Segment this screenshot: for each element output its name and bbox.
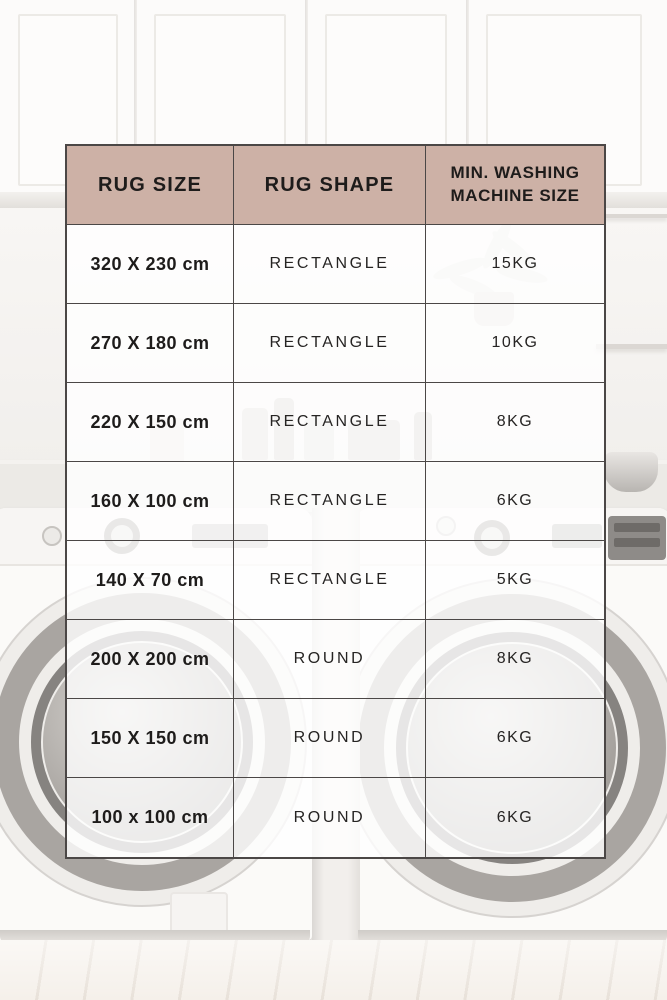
open-shelf: [596, 344, 667, 349]
ge-logo-badge: [42, 526, 62, 546]
table-cell-machine: 5KG: [426, 541, 604, 620]
table-cell-shape: RECTANGLE: [234, 225, 426, 304]
metal-bowl: [604, 452, 658, 492]
open-shelf: [604, 214, 667, 218]
table-cell-shape: RECTANGLE: [234, 541, 426, 620]
table-cell-size: 200 X 200 cm: [67, 620, 234, 699]
table-cell-size: 160 X 100 cm: [67, 462, 234, 541]
table-cell-size: 150 X 150 cm: [67, 699, 234, 778]
table-cell-machine: 15KG: [426, 225, 604, 304]
column-header-rug-shape: RUG SHAPE: [234, 146, 426, 225]
table-cell-size: 140 X 70 cm: [67, 541, 234, 620]
washer-button-cluster: [608, 516, 666, 560]
table-cell-machine: 6KG: [426, 462, 604, 541]
column-header-machine-size: MIN. WASHING MACHINE SIZE: [426, 146, 604, 225]
table-cell-shape: ROUND: [234, 620, 426, 699]
washer-buttons: [614, 523, 660, 532]
rug-size-table: [65, 144, 606, 859]
table-cell-size: 320 X 230 cm: [67, 225, 234, 304]
table-cell-shape: ROUND: [234, 778, 426, 857]
table-cell-size: 100 x 100 cm: [67, 778, 234, 857]
wood-floor: [0, 940, 667, 1000]
table-cell-shape: RECTANGLE: [234, 462, 426, 541]
table-cell-size: 270 X 180 cm: [67, 304, 234, 383]
washer-buttons: [614, 538, 660, 547]
table-cell-machine: 10KG: [426, 304, 604, 383]
table-cell-machine: 6KG: [426, 699, 604, 778]
table-cell-machine: 8KG: [426, 383, 604, 462]
table-cell-shape: RECTANGLE: [234, 383, 426, 462]
table-cell-size: 220 X 150 cm: [67, 383, 234, 462]
table-cell-shape: RECTANGLE: [234, 304, 426, 383]
table-cell-machine: 6KG: [426, 778, 604, 857]
table-cell-machine: 8KG: [426, 620, 604, 699]
table-cell-shape: ROUND: [234, 699, 426, 778]
column-header-rug-size: RUG SIZE: [67, 146, 234, 225]
